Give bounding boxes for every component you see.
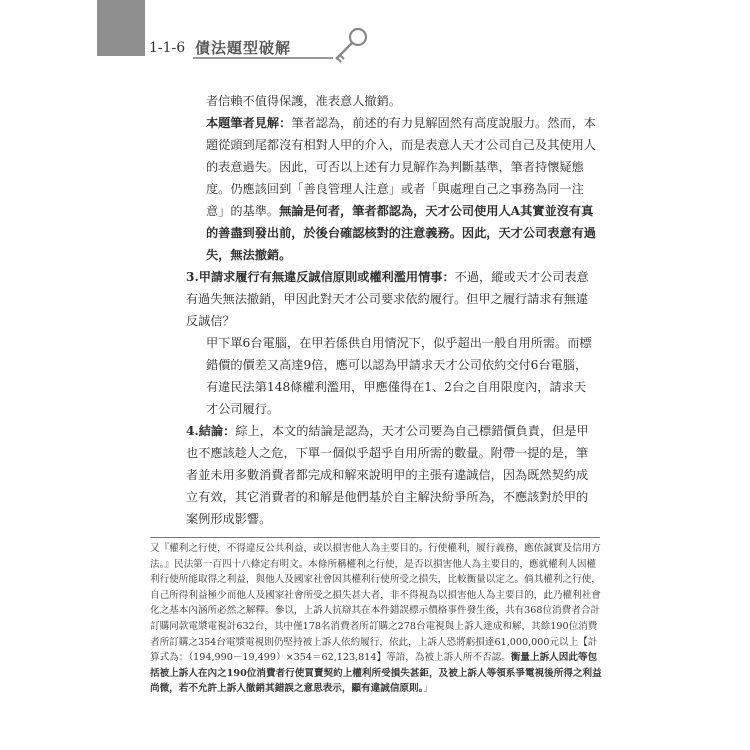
page-header [145, 32, 365, 62]
item-number: 4. [186, 424, 199, 438]
item-label: 甲請求履行有無違反誠信原則或權利濫用情事： [198, 270, 455, 284]
footnote-rule [150, 537, 600, 538]
paragraph-bold-text: 無論是何者，筆者都認為，天才公司使用人A其實並沒有真的善盡到發出前，於後台確認核對的注意義務。因此，天才公司表意有過失，無法撤銷。 [206, 204, 596, 262]
book-title: 債法題型破解 [195, 39, 292, 57]
footnote-text: 又『權利之行使，不得違反公共利益，或以損害他人為主要目的。行使權利，履行義務，應依誠實及信用方法。』民法第一百四十八條定有明文。本條所稱權利之行使，是否以損害他人為主要目的，應就權利人因權利行使所能取得之利益，與他人及國家社會因其權利行使所受之損失，比較衡量以定之。倘其權利之行使，自己所得利益極少而他人及國家社會所受之損失甚大者，非不得視為以損害他人為主要目的，此乃權利社會化之基本內涵所必然之解釋。參以，上訴人抗辯其在本件錯誤標示價格事件發生後，共有368位消費者合計訂購同款電漿電視計632台，其中僅178名消費者所訂購之278台電視與上訴人達成和解，其餘190位消費者所訂購之354台電漿電視則仍堅持被上訴人依約履行，依此，上訴人恐將虧損達61,000,000元以上【計算式為：（194,990－19,499）×354＝62,123,814】等語，為被上訴人所不否認。 [150, 543, 601, 664]
list-item [186, 266, 596, 420]
page-number: 1-1-6 [149, 40, 186, 56]
item-paragraph: 甲下單6台電腦，在甲若係供自用情況下，似乎超出一般自用所需。而標錯價的價差又高達9倍，應可以認為甲請求天才公司依約交付6台電腦，有違民法第148條權利濫用，甲應僅得在1、2台之自用限度內，請求天才公司履行。 [206, 336, 592, 416]
page-corner-tab [97, 0, 145, 56]
item-number: 3. [186, 270, 199, 284]
paragraph [206, 112, 596, 266]
list-item [186, 420, 596, 530]
paragraph-text: 筆者認為，前述的有力見解固然有高度說服力。然而，本題從頭到尾都沒有相對人甲的介入，而是表意人天才公司自己及其使用人的表意過失。因此，可否以上述有力見解作為判斷基準，筆者持懷疑態度。仍應該回到「善良管理人注意」或者「與處理自己之事務為同一注意」的基準。 [206, 116, 596, 218]
item-text: 不過，縱或天才公司表意有過失無法撤銷，甲因此對天才公司要求依約履行。但甲之履行請求有無違反誠信？ [186, 270, 589, 328]
main-text [186, 90, 596, 530]
header-rule [193, 57, 333, 59]
footnote-end: 」 [423, 683, 434, 695]
footnote-bold-text: 衡量上訴人因此等包括被上訴人在內之190位消費者行使買賣契約上權利所受損失甚鉅，及被上訴人等領系爭電視後所得之利益尚微，若不允許上訴人撤銷其錯誤之意思表示，顯有違誠信原則。 [150, 652, 602, 695]
paragraph [206, 90, 596, 112]
item-text: 綜上，本文的結論是認為，天才公司要為自己標錯價負責，但是甲也不應該趁人之危，下單一個似乎超乎自用所需的數量。附帶一提的是，筆者並未用多數消費者都完成和解來說明甲的主張有違誠信，因為既然契約成立有效，其它消費者的和解是他們基於自主解決紛爭所為，不應該對於甲的案例形成影響。 [186, 424, 589, 526]
item-label: 結論： [198, 424, 236, 438]
key-icon [331, 26, 369, 66]
paragraph-text: 者信賴不值得保護，准表意人撤銷。 [206, 94, 401, 108]
paragraph-label: 本題筆者見解： [206, 116, 292, 130]
footnote [150, 541, 602, 697]
